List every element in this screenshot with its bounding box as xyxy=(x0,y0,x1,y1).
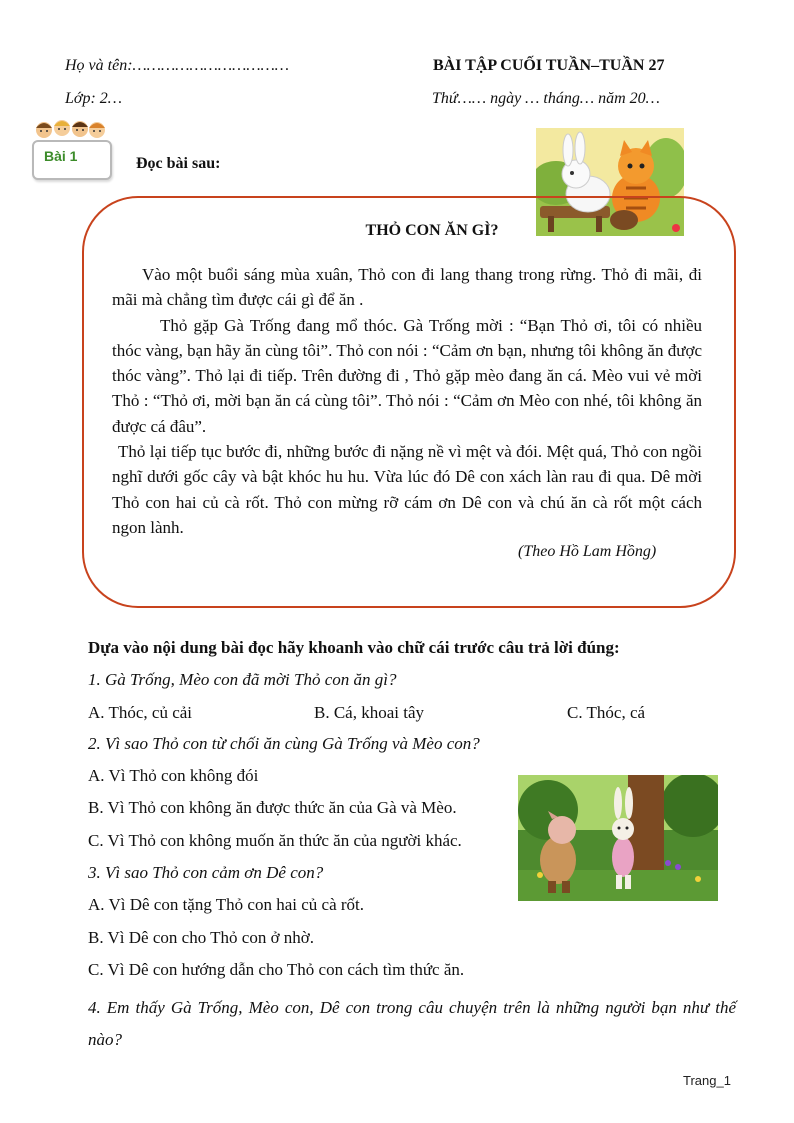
answer-option[interactable]: B. Vì Thỏ con không ăn được thức ăn của Gà và Mèo. xyxy=(88,798,457,817)
answer-option[interactable]: C. Thóc, cá xyxy=(567,703,646,722)
story-paragraph: Thỏ gặp Gà Trống đang mổ thóc. Gà Trống mời : “Bạn Thỏ ơi, tôi có nhiều thóc vàng, bạn hãy ăn cùng tôi”. Thỏ con nói : “Cảm ơn bạn, nhưng tôi không ăn được thóc vàng”. Thỏ lại đi tiếp. Trên đường đi , Thỏ gặp mèo đang ăn cá. Mèo vui vẻ mời Thỏ : “Thỏ ơi, mời bạn ăn cá cùng tôi”. Thỏ nói : “Cảm ơn Mèo con nhé, tôi không ăn được cá đâu”. xyxy=(112,315,702,436)
answer-option[interactable]: A. Thóc, củ cải xyxy=(88,703,193,722)
story-paragraph: Thỏ lại tiếp tục bước đi, những bước đi nặng nề vì mệt và đói. Mệt quá, Thỏ con ngồi nghĩ dưới gốc cây và bật khóc hu hu. Vừa lúc đó Dê con xách làn rau đi qua. Dê mời Thỏ con hai củ cà rốt. Thỏ con mừng rỡ cám ơn Dê con và chú ăn cà rốt một cách ngon lành. xyxy=(112,442,702,537)
story-title: THỎ CON ĂN GÌ? xyxy=(365,222,499,239)
story-body xyxy=(112,262,702,540)
answer-option[interactable]: B. Vì Dê con cho Thỏ con ở nhờ. xyxy=(88,928,315,947)
badge-label: Bài 1 xyxy=(44,148,78,164)
answer-option[interactable]: C. Vì Dê con hướng dẫn cho Thỏ con cách tìm thức ăn. xyxy=(88,960,465,979)
student-name-line: Họ và tên:…………………………… xyxy=(65,57,290,74)
question-1: 1. Gà Trống, Mèo con đã mời Thỏ con ăn gì? xyxy=(88,670,397,689)
answer-option[interactable]: A. Vì Thỏ con không đói xyxy=(88,766,259,785)
question-3: 3. Vì sao Thỏ con cảm ơn Dê con? xyxy=(88,863,324,882)
class-line: Lớp: 2… xyxy=(65,90,122,107)
story-source: (Theo Hồ Lam Hồng) xyxy=(518,543,657,560)
question-2: 2. Vì sao Thỏ con từ chối ăn cùng Gà Trống và Mèo con? xyxy=(88,734,480,753)
goat-rabbit-image xyxy=(518,775,718,901)
exercise-badge xyxy=(30,118,112,182)
question-4: 4. Em thấy Gà Trống, Mèo con, Dê con trong câu chuyện trên là những người bạn như thế nào? xyxy=(88,998,736,1049)
worksheet-title: BÀI TẬP CUỐI TUẦN–TUẦN 27 xyxy=(433,57,665,74)
story-paragraph: Vào một buổi sáng mùa xuân, Thỏ con đi lang thang trong rừng. Thỏ đi mãi, đi mãi mà chẳng tìm được cái gì để ăn . xyxy=(112,265,702,310)
page-number: Trang_1 xyxy=(683,1073,731,1088)
date-line: Thứ…… ngày … tháng… năm 20… xyxy=(432,90,660,107)
exercise-instruction: Đọc bài sau: xyxy=(136,155,221,172)
answer-option[interactable]: A. Vì Dê con tặng Thỏ con hai củ cà rốt. xyxy=(88,895,365,914)
answer-option[interactable]: C. Vì Thỏ con không muốn ăn thức ăn của người khác. xyxy=(88,831,462,850)
questions-header: Dựa vào nội dung bài đọc hãy khoanh vào chữ cái trước câu trả lời đúng: xyxy=(88,638,620,657)
answer-option[interactable]: B. Cá, khoai tây xyxy=(314,703,425,722)
